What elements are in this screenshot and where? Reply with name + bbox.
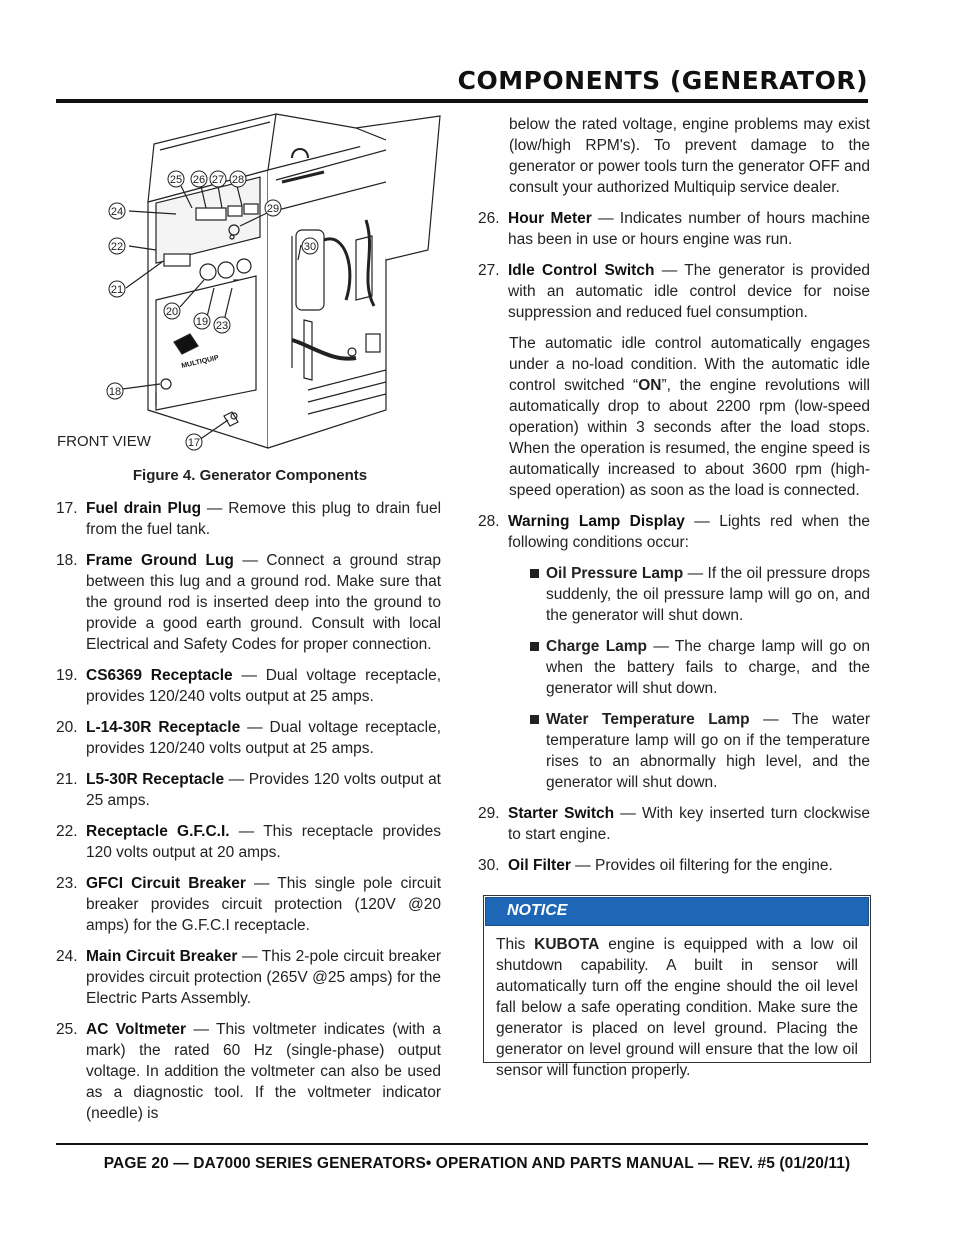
right-column xyxy=(478,114,870,886)
callout-20: 20 xyxy=(165,306,179,318)
callout-25: 25 xyxy=(169,174,183,186)
list-item: 23. GFCI Circuit Breaker — This single pole circuit breaker provides circuit protection (120V @20 amps) for the G.F.C.I receptacle. xyxy=(56,875,442,934)
callout-21: 21 xyxy=(110,284,124,296)
callout-27: 27 xyxy=(211,174,225,186)
list-item: 22. Receptacle G.F.C.I. — This receptacle provides 120 volts output at 20 amps. xyxy=(56,823,441,861)
callout-29: 29 xyxy=(266,203,280,215)
list-item: 24. Main Circuit Breaker — This 2-pole circuit breaker provides circuit protection (265V @25 amps) for the Electric Parts Assembly. xyxy=(56,948,442,1007)
list-item: 21. L5-30R Receptacle — Provides 120 volts output at 25 amps. xyxy=(56,771,441,809)
callout-19: 19 xyxy=(195,316,209,328)
left-column xyxy=(56,498,441,1134)
list-item: 27. Idle Control Switch — The generator is provided with an automatic idle control device for noise suppression and reduced fuel consumption. xyxy=(478,262,870,321)
list-item: 25. AC Voltmeter — This voltmeter indicates (with a mark) the rated 60 Hz (single-phase) output voltage. In addition the voltmeter can also be used as a diagnostic tool. If the voltmeter indicator (needle) is xyxy=(56,1021,441,1122)
callout-17: 17 xyxy=(187,437,201,449)
page-title: COMPONENTS (GENERATOR) xyxy=(457,66,868,95)
bullet-item: Charge Lamp — The charge lamp will go on when the battery fails to charge, and the generator will shut down. xyxy=(530,636,870,699)
figure-caption: Figure 4. Generator Components xyxy=(132,467,368,484)
list-item: 18. Frame Ground Lug — Connect a ground strap between this lug and a ground rod. Make sure that the ground rod is inserted deep into the ground to provide a good earth ground. Consult with local Electrical and Safety Codes for proper connection. xyxy=(56,552,442,653)
list-item: 19. CS6369 Receptacle — Dual voltage receptacle, provides 120/240 volts output at 25 amps. xyxy=(56,667,441,705)
square-bullet-icon xyxy=(530,569,539,578)
list-item: 29. Starter Switch — With key inserted turn clockwise to start engine. xyxy=(478,805,870,843)
callout-24: 24 xyxy=(110,206,124,218)
square-bullet-icon xyxy=(530,715,539,724)
square-bullet-icon xyxy=(530,642,539,651)
list-item: 17. Fuel drain Plug — Remove this plug to drain fuel from the fuel tank. xyxy=(56,500,442,538)
callout-26: 26 xyxy=(192,174,206,186)
list-item: 20. L-14-30R Receptacle — Dual voltage receptacle, provides 120/240 volts output at 25 amps. xyxy=(56,719,441,757)
page-footer: PAGE 20 — DA7000 SERIES GENERATORS• OPERATION AND PARTS MANUAL — REV. #5 (01/20/11) xyxy=(103,1155,851,1172)
header-rule xyxy=(56,99,868,103)
continuation-paragraph: below the rated voltage, engine problems may exist (low/high RPM's). To prevent damage to the generator or power tools turn the generator OFF and consult your authorized Multiquip service dealer. xyxy=(509,116,871,196)
notice-box xyxy=(483,895,871,1079)
callout-18: 18 xyxy=(108,386,122,398)
list-item: 28. Warning Lamp Display — Lights red when the following conditions occur: xyxy=(478,513,870,551)
generator-illustration xyxy=(56,110,446,458)
bullet-item: Water Temperature Lamp — The water temperature lamp will go on if the temperature rises to an abnormally high level, and the generator will shut down. xyxy=(530,709,870,793)
list-item: 30. Oil Filter — Provides oil filtering for the engine. xyxy=(478,857,833,874)
callout-22: 22 xyxy=(110,241,124,253)
callout-23: 23 xyxy=(215,320,229,332)
callout-28: 28 xyxy=(231,174,245,186)
front-view-label: FRONT VIEW xyxy=(57,433,151,450)
list-item: 26. Hour Meter — Indicates number of hours machine has been in use or hours engine was run. xyxy=(478,210,870,248)
footer-rule xyxy=(56,1143,868,1145)
bullet-item: Oil Pressure Lamp — If the oil pressure drops suddenly, the oil pressure lamp will go on, and the generator will shut down. xyxy=(530,563,870,626)
notice-text: This KUBOTA engine is equipped with a low oil shutdown capability. A built in sensor will automatically turn off the engine should the oil level fall below a safe operating condition. Make sure the generator is placed on level ground. Placing the generator on level ground will ensure that the low oil sensor will function properly. xyxy=(496,936,858,1079)
notice-heading: NOTICE xyxy=(485,897,869,926)
svg-text:MULTIQUIP: MULTIQUIP xyxy=(180,354,220,370)
callout-30: 30 xyxy=(303,241,317,253)
idle-control-paragraph: The automatic idle control automatically engages under a no-load condition. With the automatic idle control switched “ON”, the engine revolutions will automatically drop to about 2200 rpm (low-speed operation) within 3 seconds after the load stops. When the operation is resumed, the engine speed is automatically increased to about 3600 rpm (high-speed operation) as soon as the load is connected. xyxy=(509,335,870,499)
